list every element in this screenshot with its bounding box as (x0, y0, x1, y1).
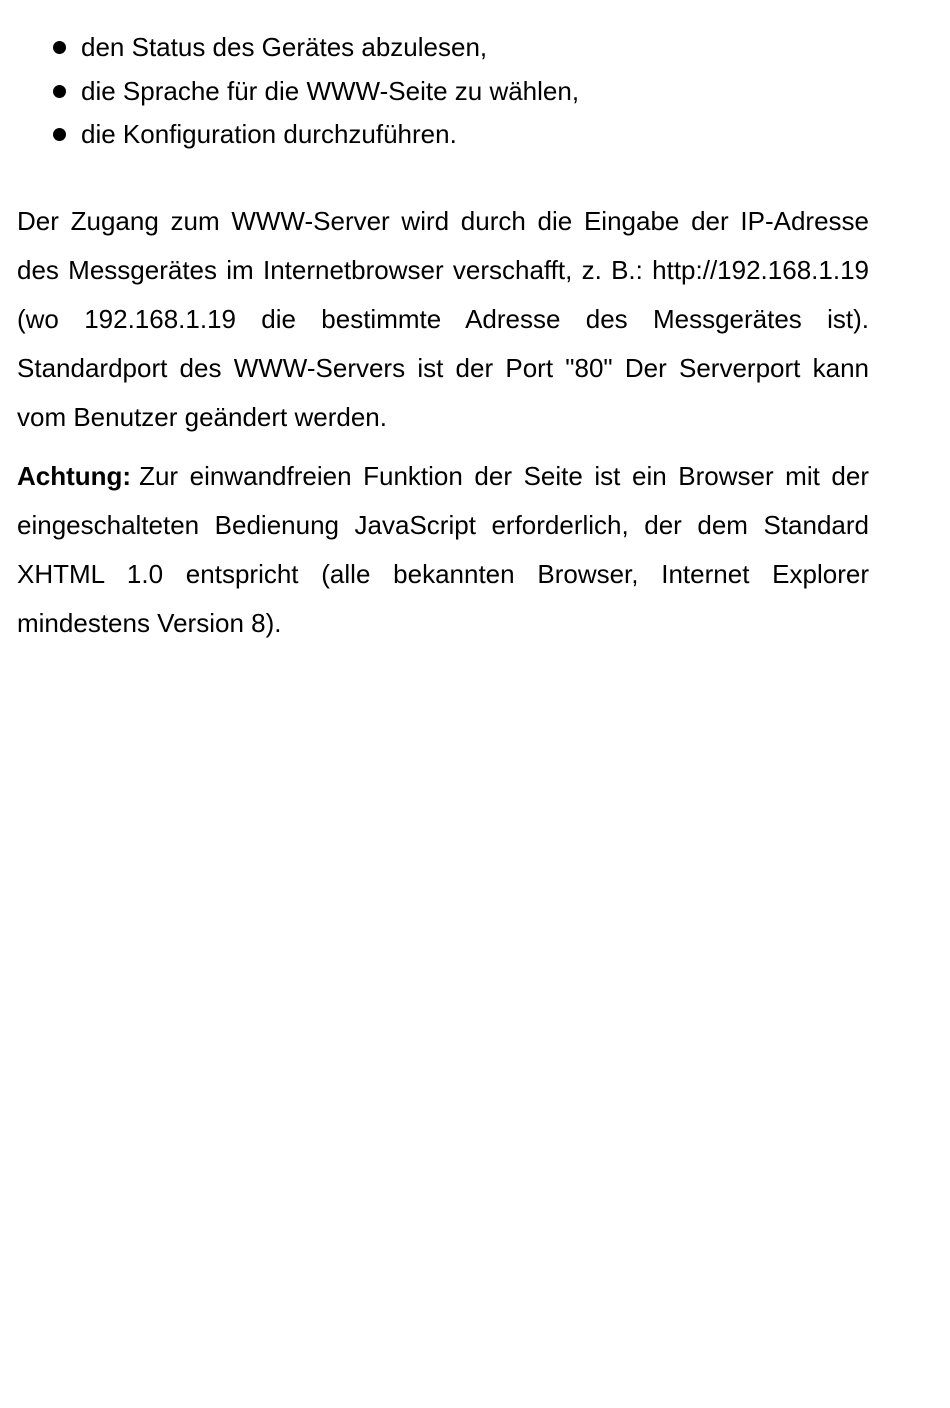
document-page (17, 26, 869, 648)
note-paragraph (17, 452, 869, 648)
list-item-text: den Status des Gerätes abzulesen, (81, 32, 488, 62)
list-item-text: die Sprache für die WWW-Seite zu wählen, (81, 75, 580, 106)
list-item (17, 70, 869, 114)
access-paragraph: Der Zugang zum WWW-Server wird durch die Eingabe der IP-Adresse des Messgerätes im Internetbrowser verschafft, z. B.: http://192.168.1.19 (wo 192.168.1.19 die bestimmte Adresse des Messgerätes ist). Standardport des WWW-Servers ist der Port "80" Der Serverport kann vom Benutzer geändert werden. (17, 205, 869, 432)
bullet-icon (53, 41, 66, 54)
note-label: Achtung: (17, 460, 132, 491)
note-text: Zur einwandfreien Funktion der Seite ist ein Browser mit der eingeschalteten Bedienung JavaScript erforderlich, der dem Standard XHTML 1.0 entspricht (alle bekannten Browser, Internet Explorer mindestens Version 8). (17, 460, 869, 638)
list-item (17, 26, 869, 70)
feature-list (17, 26, 869, 157)
bullet-icon (53, 128, 66, 141)
bullet-icon (53, 85, 66, 98)
list-item (17, 113, 869, 157)
list-item-text: die Konfiguration durchzuführen. (81, 119, 457, 149)
